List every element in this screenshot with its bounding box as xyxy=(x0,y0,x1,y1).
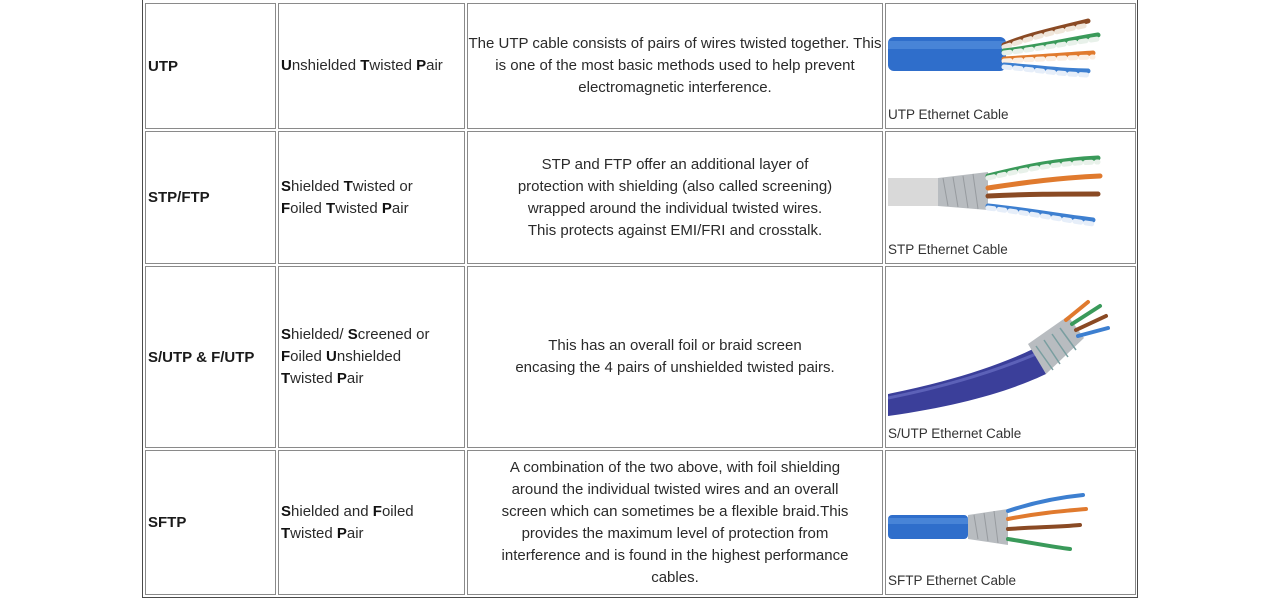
description: STP and FTP offer an additional layer of protection with shielding (also called screening) wrapped around the individual twisted wires. This protects against EMI/FRI and crosstalk. xyxy=(517,155,833,239)
full-name: Unshielded Twisted Pair xyxy=(281,57,443,74)
image-cell xyxy=(885,131,1136,264)
description: This has an overall foil or braid screen encasing the 4 pairs of unshielded twisted pairs. xyxy=(515,337,835,376)
type-cell xyxy=(145,3,276,129)
stp-cable-image xyxy=(888,148,1118,240)
full-name-cell xyxy=(278,450,465,595)
type-cell xyxy=(145,131,276,264)
image-caption: UTP Ethernet Cable xyxy=(888,107,1009,122)
image-caption: S/UTP Ethernet Cable xyxy=(888,426,1022,441)
type-label: SFTP xyxy=(148,514,187,531)
image-cell xyxy=(885,450,1136,595)
image-cell xyxy=(885,3,1136,129)
image-caption: STP Ethernet Cable xyxy=(888,242,1008,257)
full-name-cell xyxy=(278,131,465,264)
full-name-cell xyxy=(278,266,465,448)
type-cell xyxy=(145,266,276,448)
description-cell xyxy=(467,266,883,448)
type-label: UTP xyxy=(148,57,178,75)
type-cell xyxy=(145,450,276,595)
type-label: STP/FTP xyxy=(148,189,210,206)
full-name-cell xyxy=(278,3,465,129)
full-name: Shielded Twisted or Foiled Twisted Pair xyxy=(281,177,413,217)
description-cell xyxy=(467,450,883,595)
sftp-cable-image xyxy=(888,479,1118,571)
utp-cable-image xyxy=(888,13,1118,105)
full-name: Shielded/ Screened or Foiled Unshielded Twisted Pair xyxy=(281,326,430,387)
description: The UTP cable consists of pairs of wires twisted together. This is one of the most basic methods used to help prevent electromagnetic interference. xyxy=(468,35,882,96)
description: A combination of the two above, with foil shielding around the individual twisted wires and an overall screen which can sometimes be a flexible braid.This provides the maximum level of protection from interference and is found in the highest performance cables. xyxy=(501,458,849,586)
image-cell xyxy=(885,266,1136,448)
type-label: S/UTP & F/UTP xyxy=(148,348,255,366)
sutp-cable-image xyxy=(888,294,1118,424)
description-cell xyxy=(467,3,883,129)
full-name: Shielded and Foiled Twisted Pair xyxy=(281,502,414,542)
cable-types-table xyxy=(142,0,1138,598)
image-caption: SFTP Ethernet Cable xyxy=(888,573,1017,588)
description-cell xyxy=(467,131,883,264)
